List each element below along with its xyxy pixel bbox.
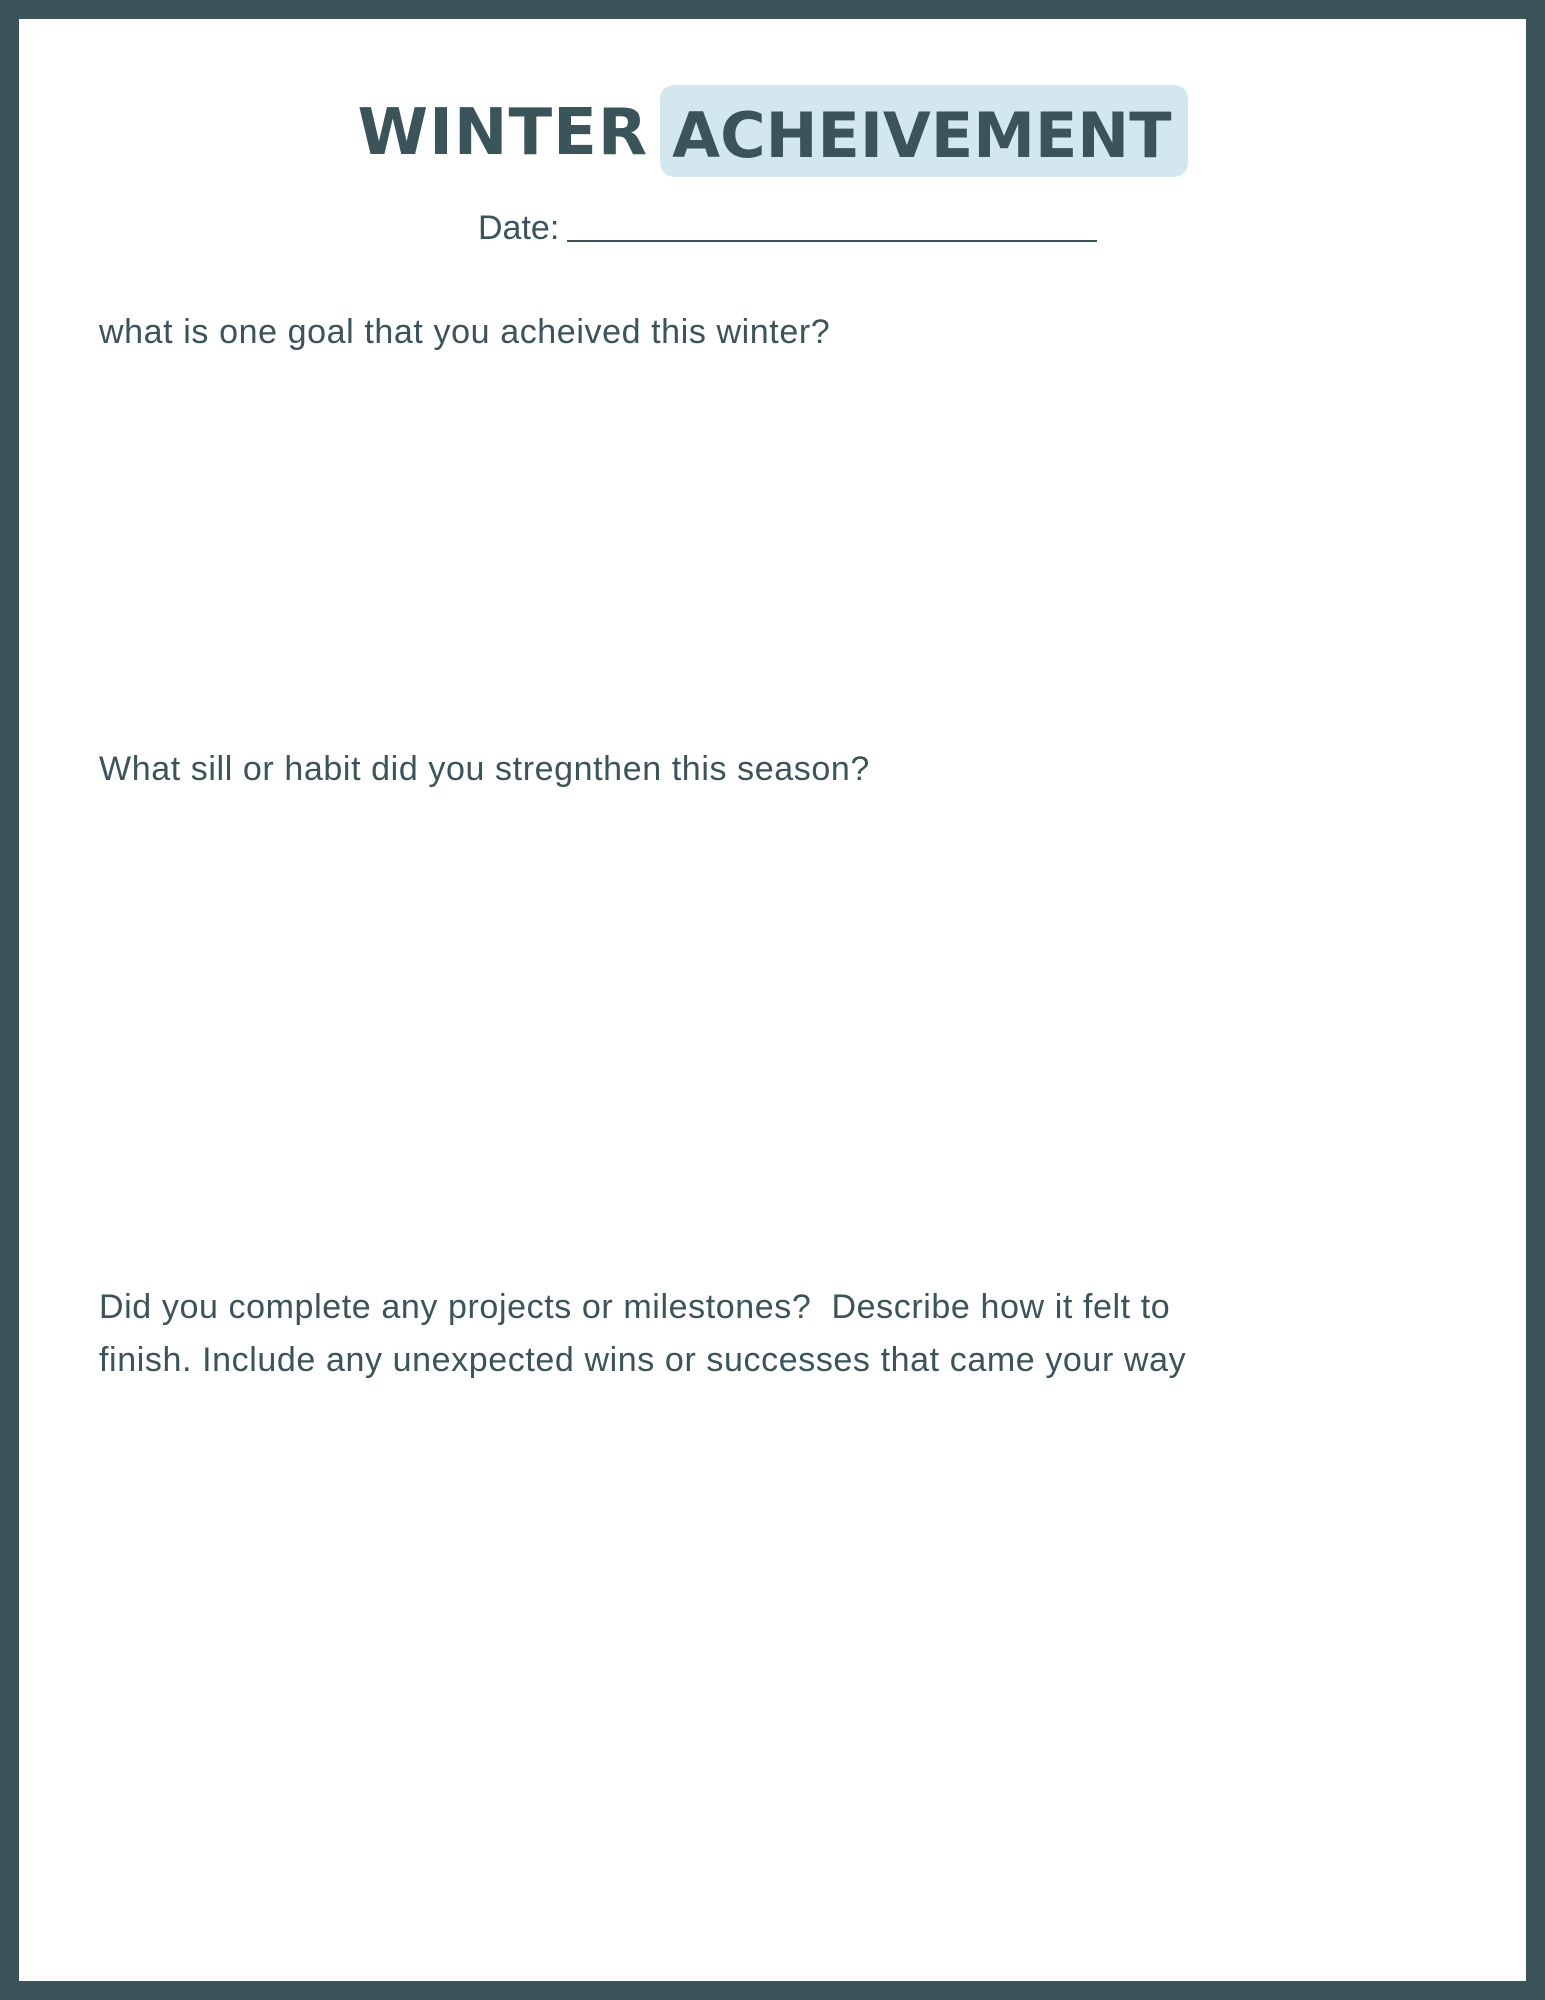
- question-projects-line-1: Did you complete any projects or milestones? Describe how it felt to: [99, 1288, 1171, 1326]
- question-goal-achieved: what is one goal that you acheived this winter?: [99, 313, 831, 351]
- date-label: Date:: [478, 209, 560, 247]
- title-word-winter: WINTER: [357, 96, 649, 170]
- date-field: [478, 209, 1097, 257]
- question-projects-milestones: [99, 1281, 1419, 1387]
- date-write-in-line[interactable]: [567, 240, 1097, 242]
- page-title: [19, 83, 1526, 183]
- question-skill-habit: What sill or habit did you stregnthen this season?: [99, 750, 870, 788]
- question-projects-line-2: finish. Include any unexpected wins or successes that came your way: [99, 1341, 1187, 1379]
- title-word-achievement-highlight: ACHEIVEMENT: [660, 85, 1187, 177]
